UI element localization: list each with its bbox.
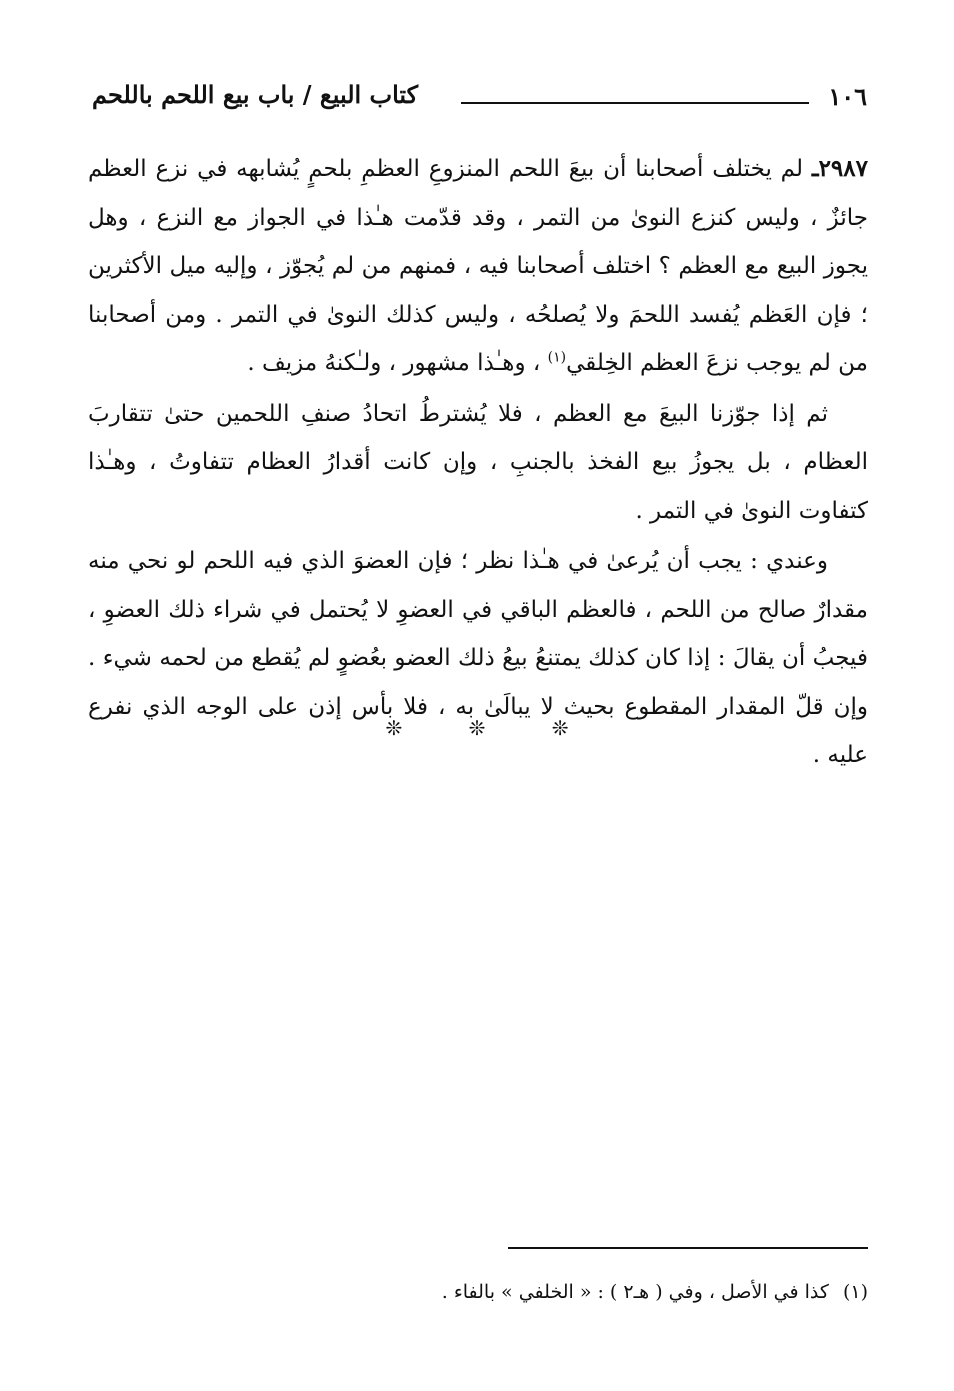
paragraph: وعندي : يجب أن يُرعىٰ في هـٰذا نظر ؛ فإن العضوَ الذي فيه اللحم لو نحي منه مقدارٌ صالح من اللحم ، فالعظم الباقي في العضوِ لا يُحتمل في شراء ذلك العضوِ ، فيجبُ أن يقالَ : إذا كان كذلك يمتنعُ بيعُ ذلك العضو بعُضوٍ لم يُقطع من لحمه شيء . وإن قلّ المقدار المقطوع بحيث لا يبالَىٰ به ، فلا بأس إذن على الوجه الذي نفرع عليه . bbox=[88, 548, 868, 768]
paragraph-text: لم يختلف أصحابنا أن بيعَ اللحم المنزوعِ العظمِ بلحمٍ يُشابهه في نزع العظم جائزٌ ، وليس كنزع النوىٰ من التمر ، وقد قدّمت هـٰذا في الجواز مع النزع ، وهل يجوز البيع مع العظم ؟ اختلف أصحابنا فيه ، فمنهم من لم يُجوّز ، وإليه ميل الأكثرين ؛ فإن العَظم يُفسد اللحمَ ولا يُصلحُه ، وليس كذلك النوىٰ في التمر . ومن أصحابنا من لم يوجب نزعَ العظم الخِلقي bbox=[88, 156, 868, 376]
footnote bbox=[88, 1276, 868, 1308]
running-title: كتاب البيع / باب بيع اللحم باللحم bbox=[92, 80, 419, 109]
footnote-text: كذا في الأصل ، وفي ( هـ٢ ) : « الخلفي » بالفاء . bbox=[441, 1281, 829, 1303]
page-header bbox=[92, 78, 867, 118]
paragraph-2987 bbox=[88, 145, 868, 388]
paragraph: ثم إذا جوّزنا البيعَ مع العظم ، فلا يُشترطُ اتحادُ صنفِ اللحمين حتىٰ تتقاربَ العظام ، بل يجوزُ بيع الفخذ بالجنبِ ، وإن كانت أقدارُ العظام تتفاوتُ ، وهـٰذا كتفاوت النوىٰ في التمر . bbox=[88, 400, 868, 524]
paragraph-text-continued: ، وهـٰذا مشهور ، ولـٰكنهُ مزيف . bbox=[247, 350, 548, 376]
page-number: ١٠٦ bbox=[828, 82, 867, 111]
footnote-number: (١) bbox=[842, 1281, 868, 1303]
footnote-reference[interactable]: (١) bbox=[547, 349, 567, 366]
footnote-rule bbox=[508, 1247, 868, 1249]
main-text bbox=[88, 145, 868, 780]
header-rule bbox=[461, 102, 809, 104]
paragraph-number: ٢٩٨٧ـ bbox=[811, 155, 868, 182]
section-separator: ❊ ❊ ❊ bbox=[385, 716, 599, 740]
